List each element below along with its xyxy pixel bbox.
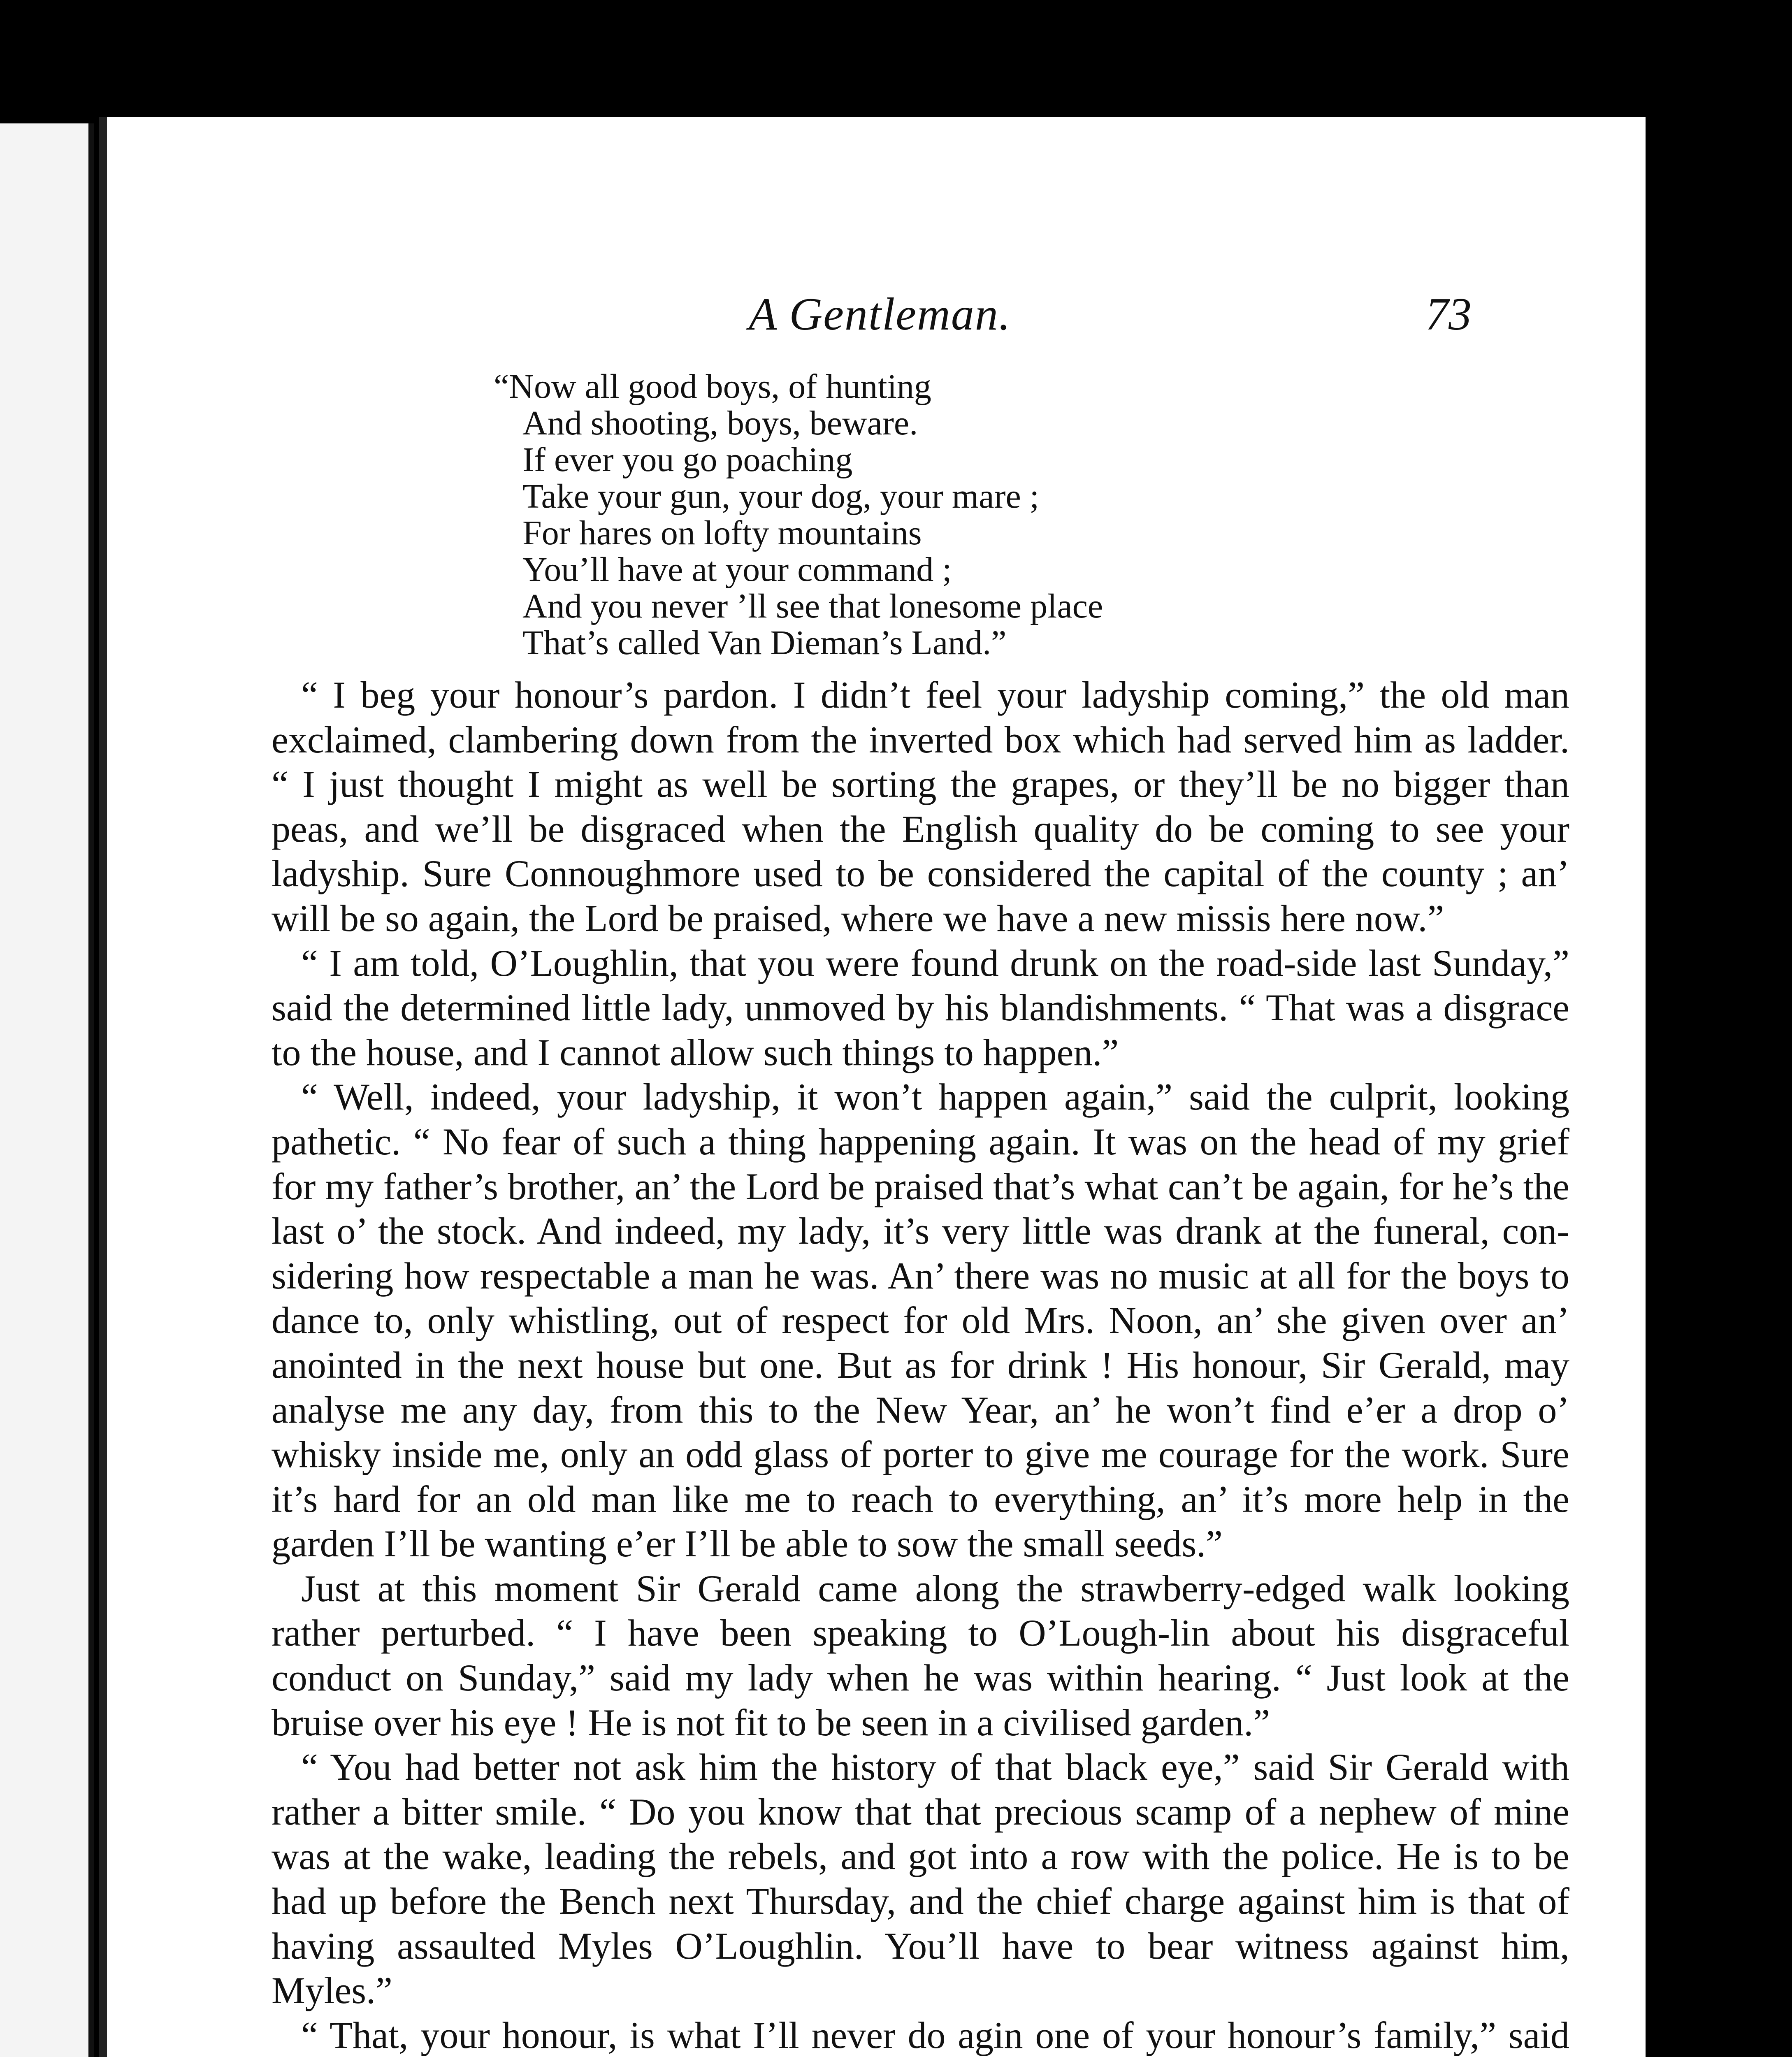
poem-stanza bbox=[494, 368, 1103, 661]
paragraph: “ That, your honour, is what I’ll never do agin one of your honour’s family,” said bbox=[301, 2014, 1569, 2056]
poem-line: You’ll have at your command ; bbox=[522, 550, 952, 589]
page-number: 73 bbox=[1425, 289, 1472, 340]
paragraph: “ Well, indeed, your ladyship, it won’t happen again,” said the culprit, looking pathetic. “ No fear of such a thing happening again. It was on the head of my grief for my father’s brother, an’ the Lord be praised that’s what can’t be again, for he’s the last o’ the stock. And indeed, my lady, it’s very little was drank at the funeral, con-sidering how respectable a man he was. An’ there was no music at all for the boys to dance to, only whistling, out of respect for old Mrs. Noon, an’ she given over an’ anointed in the next house but one. But as for drink ! His honour, Sir Gerald, may analyse me any day, from this to the New Year, an’ he won’t find e’er a drop o’ whisky inside me, only an odd glass of porter to give me courage for the work. Sure it’s hard for an old man like me to reach to everything, an’ it’s more help in the garden I’ll be wanting e’er I’ll be able to sow the small seeds.” bbox=[272, 1076, 1569, 1565]
adjacent-page-edge bbox=[0, 123, 94, 2057]
book-page bbox=[99, 117, 1646, 2057]
poem-line: And you never ’ll see that lonesome place bbox=[522, 587, 1103, 625]
poem-line: Take your gun, your dog, your mare ; bbox=[522, 477, 1040, 515]
poem-line: For hares on lofty mountains bbox=[522, 514, 922, 552]
paragraph: “ I beg your honour’s pardon. I didn’t feel your ladyship coming,” the old man exclaimed, clambering down from the inverted box which had served him as ladder. “ I just thought I might as well be sorting the grapes, or they’ll be no bigger than peas, and we’ll be disgraced when the English quality do be coming to see your ladyship. Sure Connoughmore used to be considered the capital of the county ; an’ will be so again, the Lord be praised, where we have a new missis here now.” bbox=[272, 674, 1569, 939]
poem-line: “Now all good boys, of hunting bbox=[494, 367, 931, 406]
poem-line: If ever you go poaching bbox=[522, 441, 853, 479]
poem-line: And shooting, boys, beware. bbox=[522, 404, 918, 442]
poem-line: That’s called Van Dieman’s Land.” bbox=[522, 624, 1007, 662]
body-text bbox=[272, 673, 1569, 2057]
paragraph: “ I am told, O’Loughlin, that you were found drunk on the road-side last Sunday,” said the determined little lady, unmoved by his blandishments. “ That was a disgrace to the house, and I cannot allow such things to happen.” bbox=[272, 942, 1569, 1073]
paragraph: Just at this moment Sir Gerald came along the strawberry-edged walk looking rather perturbed. “ I have been speaking to O’Lough-lin about his disgraceful conduct on Sunday,” said my lady when he was within hearing. “ Just look at the bruise over his eye ! He is not fit to be seen in a civilised garden.” bbox=[272, 1567, 1569, 1744]
paragraph: “ You had better not ask him the history of that black eye,” said Sir Gerald with rather a bitter smile. “ Do you know that that precious scamp of a nephew of mine was at the wake, leading the rebels, and got into a row with the police. He is to be had up before the Bench next Thursday, and the chief charge against him is that of having assaulted Myles O’Loughlin. You’ll have to bear witness against him, Myles.” bbox=[272, 1746, 1569, 2012]
running-head: A Gentleman. bbox=[749, 289, 1011, 340]
